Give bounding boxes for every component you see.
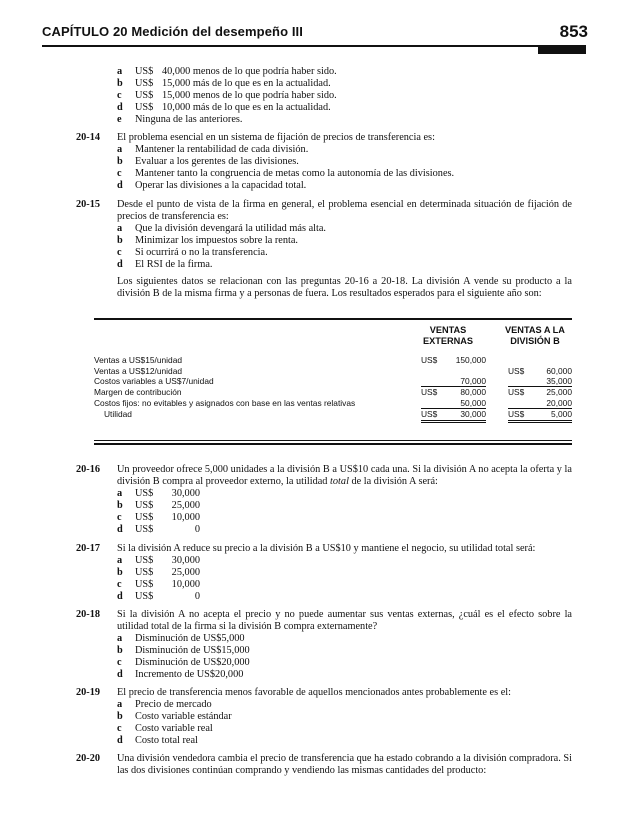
page-number: 853 (559, 22, 588, 41)
option-item: b US$ 25,000 (117, 566, 200, 578)
data-intro-paragraph: Los siguientes datos se relacionan con las preguntas 20-16 a 20-18. La división A vende su producto a la división B de la misma firma y a personas de fuera. Los resultados esperados para el siguiente año son: (117, 276, 572, 299)
question-stem: Desde el punto de vista de la firma en general, el problema esencial en determinada situación de fijación de precios de transferencia es: (117, 199, 572, 222)
question-number: 20-14 (76, 132, 101, 143)
question-number: 20-20 (76, 753, 101, 764)
table-bottom-rule (94, 440, 572, 441)
option-item: c Si ocurrirá o no la transferencia. (117, 246, 268, 258)
option-item: a Mantener la rentabilidad de cada división. (117, 144, 309, 155)
option-item: d El RSI de la firma. (117, 258, 213, 270)
option-item: d Costo total real (117, 734, 198, 746)
option-item: a Disminución de US$5,000 (117, 633, 245, 644)
question-number: 20-17 (76, 543, 101, 554)
total-rule (508, 420, 572, 421)
col-header-external: VENTAS EXTERNAS (422, 325, 474, 346)
option-item: c Costo variable real (117, 722, 213, 734)
header-bar (538, 45, 586, 54)
table-bottom-rule (94, 443, 572, 445)
option-item: c US$ 10,000 (117, 578, 200, 590)
table-top-rule (94, 318, 572, 320)
question-stem: Un proveedor ofrece 5,000 unidades a la división B a US$10 cada una. Si la división A no acepta la oferta y la división B compra al proveedor externo, la utilidad total de la división A será: (117, 464, 572, 487)
option-item: c US$ 15,000 menos de lo que podría haber sido. (117, 89, 337, 101)
chapter-title: CAPÍTULO 20 Medición del desempeño III (42, 24, 303, 39)
prev-question-options (117, 66, 337, 125)
option-item: d US$ 0 (117, 590, 200, 602)
option-item: a Que la división devengará la utilidad más alta. (117, 223, 327, 234)
question-number: 20-15 (76, 199, 101, 210)
option-item: d US$ 0 (117, 523, 200, 535)
question-options (117, 488, 200, 536)
page-header (42, 24, 590, 44)
question-number: 20-18 (76, 609, 101, 620)
question-stem: El precio de transferencia menos favorable de aquellos mencionados antes probablemente es el: (117, 687, 511, 698)
header-rule (42, 45, 586, 47)
option-item: a US$ 30,000 (117, 488, 200, 499)
option-item: a US$ 30,000 (117, 555, 200, 566)
question-options (117, 633, 250, 681)
option-item: c Disminución de US$20,000 (117, 656, 250, 668)
option-item: d Incremento de US$20,000 (117, 668, 244, 680)
question-stem: El problema esencial en un sistema de fijación de precios de transferencia es: (117, 132, 435, 143)
option-item: b US$ 15,000 más de lo que es en la actualidad. (117, 77, 331, 89)
question-options (117, 699, 232, 747)
option-item: b US$ 25,000 (117, 499, 200, 511)
question-number: 20-19 (76, 687, 101, 698)
total-rule (508, 422, 572, 423)
question-stem: Una división vendedora cambia el precio de transferencia que ha estado cobrando a la división compradora. Si las dos divisiones continúan comprando y vendiendo las mismas cantidades del producto: (117, 753, 572, 776)
col-header-division-b: VENTAS A LA DIVISIÓN B (505, 325, 565, 346)
option-item: b Minimizar los impuestos sobre la renta. (117, 234, 299, 246)
option-item: d US$ 10,000 más de lo que es en la actualidad. (117, 101, 331, 113)
question-number: 20-16 (76, 464, 101, 475)
question-stem: Si la división A no acepta el precio y no puede aumentar sus ventas externas, ¿cuál es el efecto sobre la utilidad total de la firma si la división B compra externamente? (117, 609, 572, 632)
option-item: c US$ 10,000 (117, 511, 200, 523)
option-item: b Costo variable estándar (117, 710, 232, 722)
option-item: a Precio de mercado (117, 699, 212, 710)
total-rule (421, 420, 486, 421)
question-stem: Si la división A reduce su precio a la división B a US$10 y mantiene el negocio, su utilidad total será: (117, 543, 536, 554)
question-options (117, 223, 326, 271)
total-rule (421, 422, 486, 423)
question-options (117, 144, 454, 192)
option-item: a US$ 40,000 menos de lo que podría haber sido. (117, 66, 337, 77)
option-item: b Evaluar a los gerentes de las divisiones. (117, 155, 299, 167)
question-options (117, 555, 200, 603)
option-item: d Operar las divisiones a la capacidad total. (117, 179, 307, 191)
option-item: e Ninguna de las anteriores. (117, 113, 243, 125)
option-item: c Mantener tanto la congruencia de metas como la autonomía de las divisiones. (117, 167, 455, 179)
option-item: b Disminución de US$15,000 (117, 644, 250, 656)
